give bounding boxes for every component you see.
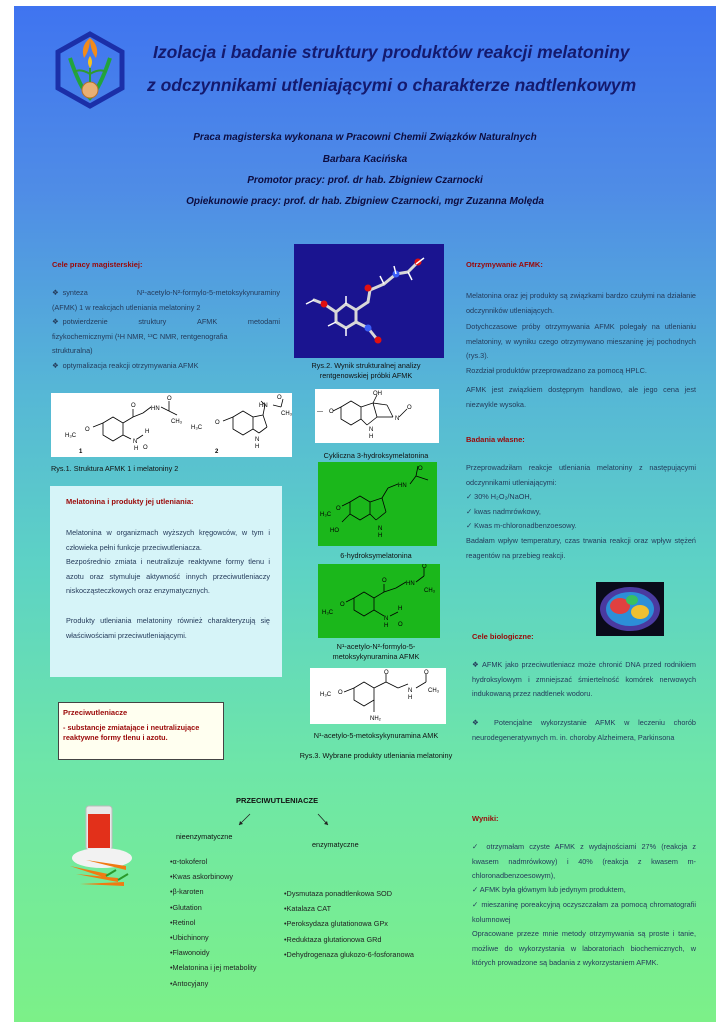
brain-image [596,582,664,636]
goal-2-f: strukturalna) [52,346,93,356]
fig3-caption: Rys.3. Wybrane produkty utleniania melatoniny [299,751,453,760]
poster [14,6,716,1022]
p4-ch3: CH₃ [428,688,440,694]
p1-o: O [329,409,334,415]
research-heading: Badania własne: [466,435,525,444]
oxidant-3: ✓ Kwas m-chloronadbenzoesowy. [466,519,696,534]
p2-ho: HO [330,528,339,534]
goal-1-b: N¹-acetylo-N²-formylo-5-metoksykynuraminy [136,288,280,297]
p2-hn: HN [398,483,407,489]
vegetable-juice-image [66,800,136,892]
title-line-2: z odczynnikami utleniającymi o charakterze nadtlenkowym [147,75,637,95]
promotor: Promotor pracy: prof. dr hab. Zbigniew Czarnocki [247,175,483,186]
p3-ch3: CH₃ [424,588,436,594]
p3-o3: O [422,564,427,570]
author-name: Barbara Kacińska [322,154,408,165]
results-item-1: ✓ otrzymałam czyste AFMK z wydajnościami 27% (reakcja z kwasem nadmrówkowy) i 40% (reakcja z kwasem m-chloronadbenzoesowym), [472,842,696,881]
fig2-hn: HN [259,403,268,409]
cyclic-3-hydroxymelatonin-structure [315,389,439,443]
nonenzymatic-item: •Antocyjany [170,978,209,988]
results-item-2: ✓ AFMK była głównym lub jedynym produktem, [472,885,626,894]
p3-h: H [384,623,389,629]
obtaining-p2: Dotychczasowe próby otrzymywania AFMK polegały na utlenianiu melatoniny, w wyniku czego otrzymywano mieszaninę jej pochodnych (rys.3). [466,322,696,361]
fig1-o-1: O [85,427,90,433]
fig2-o: O [215,420,220,426]
product-4-label: N¹-acetylo-5-metoksykynuramina AMK [313,731,439,740]
p4-n: N [408,688,413,694]
supervisors: Opiekunowie pracy: prof. dr hab. Zbigniew Czarnocki, mgr Zuzanna Molęda [186,196,544,207]
antioxidant-box-text: - substancje zmiatające i neutralizujące reaktywne formy tlenu i azotu. [63,723,200,742]
p3-h2: H [398,606,403,612]
enzymatic-item: •Reduktaza glutationowa GRd [284,934,382,944]
p3-o2: O [382,578,387,584]
oxidant-list [466,490,696,534]
p4-h: H [408,695,413,701]
p4-o2: O [384,670,389,676]
goal-2-b: struktury [138,317,167,327]
fig2-caption-2: rentgenowskiej próbki AFMK [319,371,413,380]
p3-o: O [340,602,345,608]
goal-3: ❖ optymalizacja reakcji otrzymywania AFMK [52,360,199,370]
enzymatic-item: •Katalaza CAT [284,904,332,914]
arrow-to-nonenzymatic [236,812,252,828]
product-1-label: Cykliczna 3-hydroksymelatonina [323,451,429,460]
goal-2-a: ❖ potwierdzenie [52,317,108,327]
product-2-label: 6-hydroksymelatonina [340,551,412,560]
afmk-melatonin-structures [51,393,292,457]
fig1-h: H [134,446,139,452]
goal-2-e: fizykochemicznymi (¹H NMR, ¹³C NMR, rentgenografia [52,331,228,341]
fig1-hn: HN [151,406,160,412]
goals-heading: Cele pracy magisterskiej: [52,260,143,269]
antioxidant-box-heading: Przeciwutleniacze [63,708,128,717]
p3-n: N [384,616,389,622]
nonenzymatic-item: •Flawonoidy [170,948,210,958]
product-3-label-1: N¹-acetylo-N²-formylo-5- [336,642,416,651]
p2-n: N [378,526,383,532]
research-p1: Badałam wpływ temperatury, czas trwania reakcji oraz wpływ stężeń reagentów na przebieg reakcji. [466,536,696,560]
p2-h3c: H₃C [320,512,332,518]
antioxidants-heading: PRZECIWUTLENIACZE [236,796,319,805]
fig1-h3c-1: H₃C [65,433,77,439]
fig1-ch3: CH₃ [171,419,183,425]
obtaining-p1: Melatonina oraz jej produkty są związkami bardzo czułymi na działanie odczynników utleniających. [466,291,696,315]
fig2-o2: O [277,395,282,401]
nonenzymatic-item: •Glutation [170,902,202,912]
goal-1-c: (AFMK) 1 w reakcjach utleniania melatoniny 2 [52,302,201,312]
afmk-structure [318,564,440,638]
fig2-caption-1: Rys.2. Wynik strukturalnej analizy [311,361,421,370]
oxidant-1: ✓ 30% H₂O₂/NaOH, [466,490,696,505]
goal-2-d: metodami [247,317,280,327]
results-heading: Wyniki: [472,814,499,823]
p2-h: H [378,533,383,539]
fig1-o-4: O [143,445,148,451]
p1-oh: OH [373,391,382,397]
fig2-ch3: CH₃ [281,411,292,417]
fig2-h3c: H₃C [191,425,203,431]
fig1-o-3: O [167,396,172,402]
p2-o2: O [418,466,423,472]
nonenzymatic-item: •α-tokoferol [170,857,208,866]
p3-o4: O [398,622,403,628]
svg-text:—: — [317,409,323,415]
p3-h3c: H₃C [322,610,334,616]
obtaining-p3: Rozdział produktów przeprowadzano za pomocą HPLC. [466,366,647,375]
obtaining-p4: AFMK jest związkiem dostępnym handlowo, ale jego cena jest niezwykle wysoka. [466,385,696,409]
compound-2-label: 2 [215,449,219,455]
bio-item-2: ❖ Potencjalne wykorzystanie AFMK w leczeniu chorób neurodegeneratywnych m. in. choroby Alzheimera, Parkinsona [472,718,696,742]
p1-h: H [369,434,374,440]
results-p1: Opracowane przeze mnie metody otrzymywania są proste i tanie, możliwe do wykorzystania w laboratoriach biochemicznych, w których prowadzone są badania z wykorzystaniem AFMK. [472,929,696,968]
p4-h3c: H₃C [320,692,332,698]
nonenzymatic-label: nieenzymatyczne [176,832,233,841]
nonenzymatic-item: •Melatonina i jej metabolity [170,963,257,973]
nonenzymatic-list [170,854,257,991]
nonenzymatic-item: •Ubichinony [170,933,209,943]
results-item-3: ✓ mieszaninę poreakcyjną oczyszczałam za pomocą chromatografii kolumnowej [472,900,696,924]
p1-o2: O [407,405,412,411]
bio-item-1: ❖ AFMK jako przeciwutleniacz może chronić DNA przed rodnikiem hydroksylowym i zmniejszać śmiertelność komórek nerwowych indukowaną przez nadtlenek wodoru. [472,660,697,699]
6-hydroxymelatonin-structure [318,462,437,546]
fig1-n: N [133,439,138,445]
p4-nh2: NH₂ [370,716,381,722]
xray-structure-image [294,244,444,358]
p4-o: O [338,690,343,696]
goal-2-c: AFMK [196,317,218,327]
melatonin-heading: Melatonina i produkty jej utleniania: [66,497,194,506]
nonenzymatic-item: •Kwas askorbinowy [170,872,233,882]
p1-n2: N [395,416,400,422]
melatonin-p1: Melatonina w organizmach wyższych kręgowców, w tym i człowieka pełni funkcje przeciwutleniacza. [66,528,270,552]
thesis-info: Praca magisterska wykonana w Pracowni Chemii Związków Naturalnych [193,132,537,143]
enzymatic-item: •Dysmutaza ponadtlenkowa SOD [284,889,393,898]
fig1-o-2: O [131,403,136,409]
goal-1-a: ❖ synteza [52,288,88,297]
p2-o: O [336,506,341,512]
obtaining-heading: Otrzymywanie AFMK: [466,260,543,269]
goals-list [52,286,280,374]
enzymatic-list [284,886,414,962]
nonenzymatic-item: •Retinol [170,917,196,927]
p3-hn: HN [406,581,415,587]
fig2-n: N [255,437,260,443]
enzymatic-label: enzymatyczne [312,840,359,849]
fig1-caption: Rys.1. Struktura AFMK 1 i melatoniny 2 [51,464,179,473]
bio-heading: Cele biologiczne: [472,632,534,641]
compound-1-label: 1 [79,449,83,455]
enzymatic-item: •Peroksydaza glutationowa GPx [284,919,388,929]
amk-structure [310,668,446,724]
product-3-label-2: metoksykynuramina AFMK [332,652,420,661]
p1-n: N [369,427,374,433]
enzymatic-item: •Dehydrogenaza glukozo-6-fosforanowa [284,949,414,959]
arrow-to-enzymatic [316,812,332,828]
melatonin-p2: Bezpośrednio zmiata i neutralizuje reaktywne formy tlenu i azotu oraz stymuluje aktywność innych przeciwutleniaczy niskocząsteczkowych oraz enzymatycznych. [66,557,270,596]
nonenzymatic-item: •β-karoten [170,887,204,897]
oxidant-2: ✓ kwas nadmrówkowy, [466,505,696,520]
fig2-h: H [255,444,260,450]
university-logo [50,28,130,112]
research-intro: Przeprowadziłam reakcje utleniania melatoniny z następującymi odczynnikami utleniającymi: [466,463,696,487]
melatonin-p3: Produkty utleniania melatoniny również charakteryzują się właściwościami przeciwutleniającymi. [66,616,270,640]
fig1-h2: H [145,429,150,435]
title-line-1: Izolacja i badanie struktury produktów reakcji melatoniny [153,42,630,62]
p4-o3: O [424,670,429,676]
